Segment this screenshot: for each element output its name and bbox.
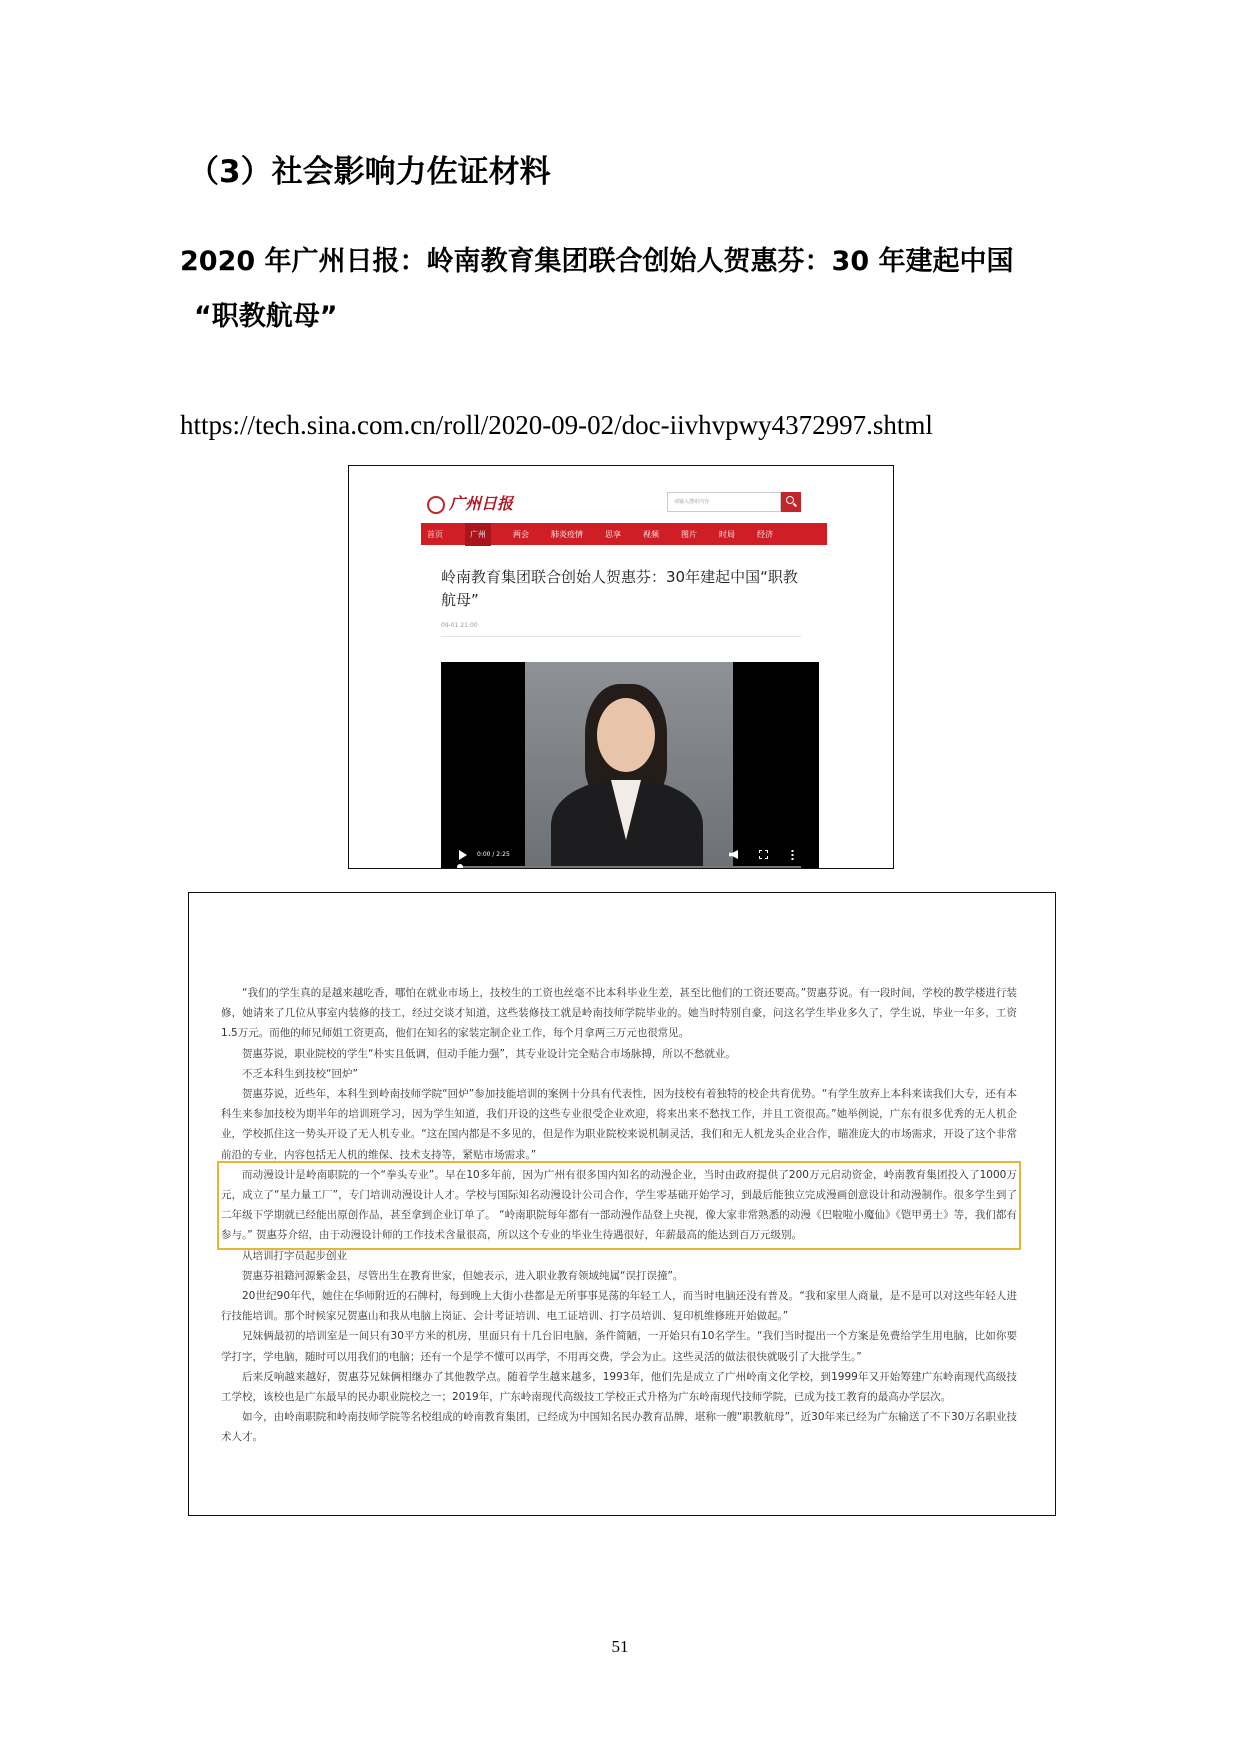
article-paragraph: “我们的学生真的是越来越吃香，哪怕在就业市场上，技校生的工资也丝毫不比本科毕业生差，甚至比他们的工资还要高。”贺惠芬说。有一段时间，学校的教学楼进行装修，她请来了几位从事室内装修的技工，经过交谈才知道，这些装修技工就是岭南技师学院毕业的。她当时特别自豪，问这名学生毕业多久了，学生说，毕业一年多，工资1.5万元。而他的师兄师姐工资更高，他们在知名的家装定制企业工作，每个月拿两三万元也很常见。 xyxy=(221,987,1017,1040)
video-player xyxy=(441,662,819,869)
highlighted-paragraph: 而动漫设计是岭南职院的一个“拳头专业”。早在10多年前，因为广州有很多国内知名的动漫企业，当时由政府提供了200万元启动资金，岭南教育集团投入了1000万元，成立了“星力量工厂”，专门培训动漫设计人才。学校与国际知名动漫设计公司合作，学生零基础开始学习，到最后能独立完成漫画创意设计和动漫制作。很多学生到了二年级下学期就已经能出原创作品，甚至拿到企业订单了。 “岭南职院每年都有一部动漫作品登上央视，像大家非常熟悉的动漫《巴啦啦小魔仙》《铠甲勇士》等，我们都有参与。” 贺惠芬介绍，由于动漫设计师的工作技术含量很高，所以这个专业的毕业生待遇很好，年薪最高的能达到百万元级别。 xyxy=(221,1165,1017,1246)
article-paragraph: 从培训打字员起步创业 xyxy=(242,1249,347,1262)
nav-item: 时局 xyxy=(719,529,735,539)
article-paragraph: 贺惠芬说，近些年，本科生到岭南技师学院“回炉”参加技能培训的案例十分具有代表性，因为技校有着独特的校企共育优势。“有学生放弃上本科来读我们大专，还有本科生来参加技校为期半年的培训班学习，因为学生知道，我们开设的这些专业很受企业欢迎，将来出来不愁找工作，并且工资很高。”她举例说，广东有很多优秀的无人机企业，学校抓住这一势头开设了无人机专业。“这在国内都是不多见的，但是作为职业院校来说机制灵活，我们和无人机龙头企业合作，瞄准庞大的市场需求，开设了这个非常前沿的专业，内容包括无人机的维保、技术支持等，紧贴市场需求。” xyxy=(221,1088,1017,1161)
video-time: 0:00 / 2:25 xyxy=(477,851,510,858)
nav-item: 广州 xyxy=(465,523,491,546)
news-page-screenshot xyxy=(348,465,894,869)
video-progress-bar xyxy=(459,866,801,868)
video-controls xyxy=(441,844,819,869)
fullscreen-icon xyxy=(759,850,768,859)
article-body xyxy=(221,983,1017,1448)
nav-item: 视频 xyxy=(643,529,659,539)
newspaper-logo xyxy=(427,491,513,514)
more-options-icon xyxy=(791,849,794,861)
nav-item: 思享 xyxy=(605,529,621,539)
search-icon xyxy=(786,496,794,504)
article-paragraph: 贺惠芬说，职业院校的学生“朴实且低调，但动手能力强”，其专业设计完全贴合市场脉搏，所以不愁就业。 xyxy=(242,1047,736,1060)
article-paragraph: 不乏本科生到技校“回炉” xyxy=(242,1067,358,1080)
article-paragraph: 贺惠芬祖籍河源紫金县，尽管出生在教育世家，但她表示，进入职业教育领域纯属“误打误撞”。 xyxy=(242,1269,684,1282)
nav-item: 两会 xyxy=(513,529,529,539)
video-progress-handle xyxy=(457,864,463,869)
logo-mark-icon xyxy=(427,496,445,514)
news-date: 09-01 21:00 xyxy=(441,622,478,629)
video-frame xyxy=(525,662,733,869)
article-paragraph: 兄妹俩最初的培训室是一间只有30平方米的机房，里面只有十几台旧电脑，条件简陋，一开始只有10名学生。“我们当时提出一个方案是免费给学生用电脑，比如你要学打字，学电脑，随时可以用我们的电脑；还有一个是学不懂可以再学，不用再交费，学会为止。这些灵活的做法很快就吸引了大批学生。” xyxy=(221,1330,1017,1363)
article-paragraph: 如今，由岭南职院和岭南技师学院等名校组成的岭南教育集团，已经成为中国知名民办教育品牌，堪称一艘“职教航母”，近30年来已经为广东输送了不下30万名职业技术人才。 xyxy=(221,1411,1017,1444)
search-input: 请输入搜索内容 xyxy=(667,492,781,512)
nav-item: 图片 xyxy=(681,529,697,539)
news-title: 岭南教育集团联合创始人贺惠芬：30年建起中国“职教航母” xyxy=(441,568,798,609)
search-button xyxy=(781,492,801,512)
news-nav-bar xyxy=(421,523,827,545)
section-heading: （3）社会影响力佐证材料 xyxy=(188,154,551,190)
volume-icon xyxy=(729,850,738,859)
source-url-link[interactable]: https://tech.sina.com.cn/roll/2020-09-02/doc-iivhvpwy4372997.shtml xyxy=(180,410,933,440)
article-text-screenshot xyxy=(188,892,1056,1516)
page-number: 51 xyxy=(611,1637,629,1656)
nav-item: 首页 xyxy=(427,529,443,539)
divider xyxy=(441,636,801,637)
article-title xyxy=(180,244,1080,334)
article-paragraph: 后来反响越来越好，贺惠芬兄妹俩相继办了其他教学点。随着学生越来越多，1993年，他们先是成立了广州岭南文化学校，到1999年又开始筹建广东岭南现代高级技工学校，该校也是广东最早的民办职业院校之一；2019年，广东岭南现代高级技工学校正式升格为广东岭南现代技师学院，已成为技工教育的最高办学层次。 xyxy=(221,1370,1017,1404)
person-face xyxy=(597,698,655,772)
nav-item: 经济 xyxy=(757,529,773,539)
article-paragraph: 20世纪90年代，她住在华师附近的石牌村，每到晚上大街小巷都是无所事事晃荡的年轻工人，而当时电脑还没有普及。“我和家里人商量，是不是可以对这些年轻人进行技能培训。那个时候家兄贺惠山和我从电脑上岗证、会计考证培训、电工证培训、打字员培训、复印机维修班开始做起。” xyxy=(221,1290,1017,1323)
play-icon xyxy=(459,850,467,860)
logo-text: 广州日报 xyxy=(449,494,514,513)
article-title-line2: “职教航母” xyxy=(194,301,338,333)
article-title-line1: 2020 年广州日报：岭南教育集团联合创始人贺惠芬：30 年建起中国 xyxy=(180,246,1014,277)
nav-item: 肺炎疫情 xyxy=(551,529,583,539)
